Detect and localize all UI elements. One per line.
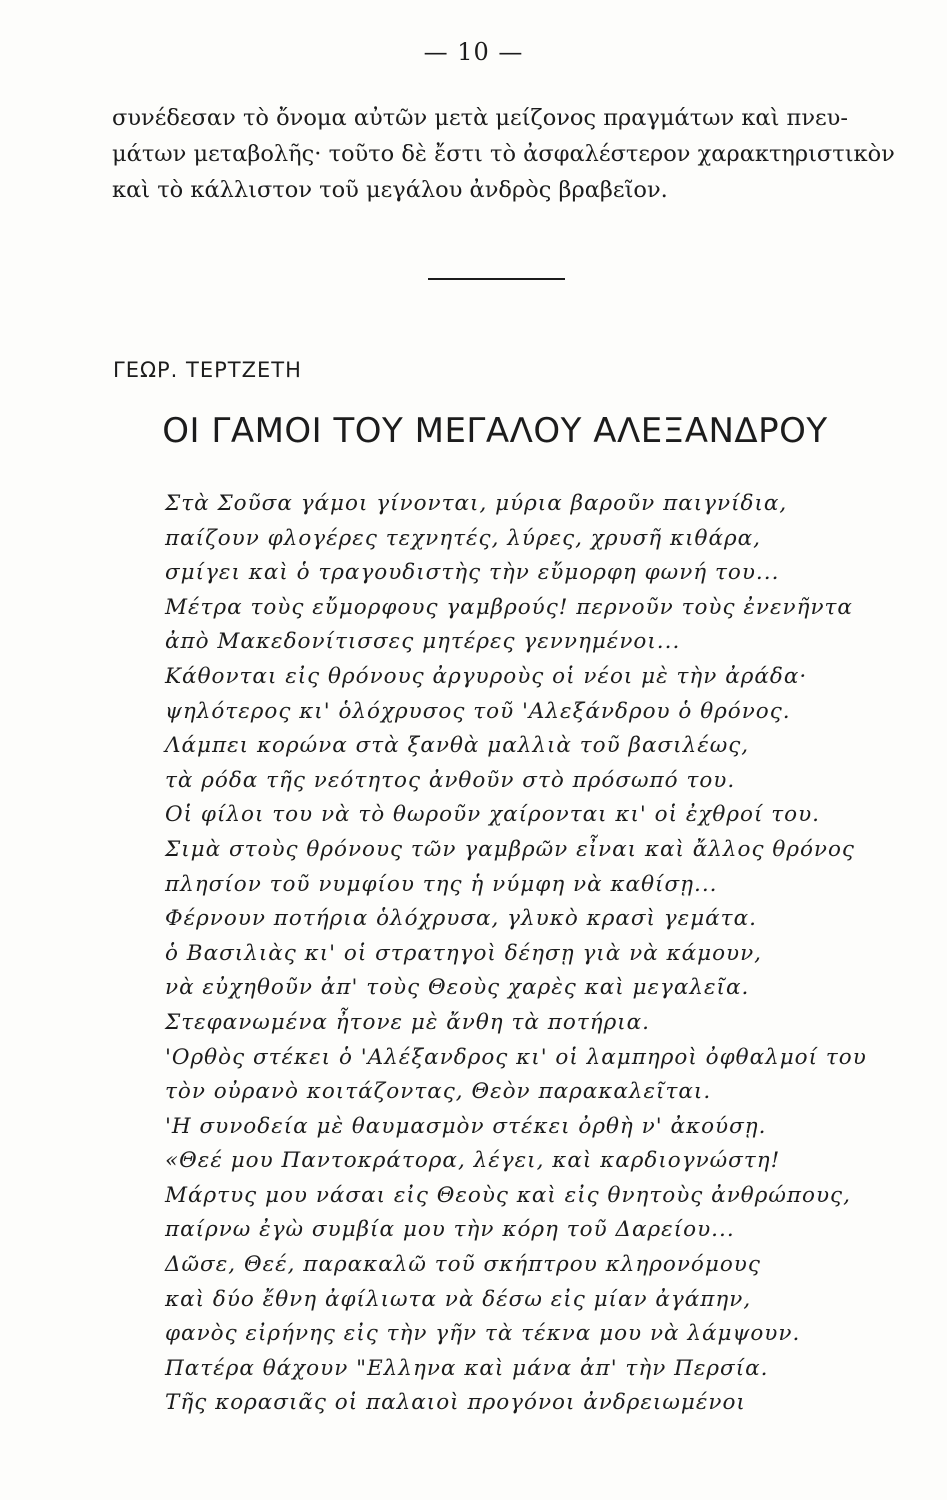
poem-line: «Θεέ μου Παντοκράτορα, λέγει, καὶ καρδιογνώστη!: [165, 1148, 781, 1174]
poem-line: Λάμπει κορώνα στὰ ξανθὰ μαλλιὰ τοῦ βασιλέως,: [165, 733, 750, 759]
section-divider: [428, 278, 565, 280]
poem-line: παίζουν φλογέρες τεχνητές, λύρες, χρυσῆ κιθάρα,: [165, 525, 761, 551]
intro-line: καὶ τὸ κάλλιστον τοῦ μεγάλου ἀνδρὸς βραβεῖον.: [112, 177, 668, 203]
intro-paragraph: [112, 100, 895, 208]
poem-line: καὶ δύο ἔθνη ἀφίλιωτα νὰ δέσω εἰς μίαν ἀγάπην,: [165, 1286, 752, 1312]
poem-line: ὁ Βασιλιὰς κι' οἱ στρατηγοὶ δέησῃ γιὰ νὰ κάμουν,: [165, 940, 763, 966]
poem-line: Τῆς κορασιᾶς οἱ παλαιοὶ προγόνοι ἀνδρειωμένοι: [165, 1390, 746, 1416]
poem-line: νὰ εὐχηθοῦν ἀπ' τοὺς Θεοὺς χαρὲς καὶ μεγαλεῖα.: [165, 975, 750, 1001]
poem-line: Οἱ φίλοι του νὰ τὸ θωροῦν χαίρονται κι' οἱ ἐχθροί του.: [165, 802, 820, 828]
poem-line: 'Η συνοδεία μὲ θαυμασμὸν στέκει ὀρθὴ ν' ἀκούσῃ.: [165, 1113, 767, 1139]
poem-line: Μάρτυς μου νάσαι εἰς Θεοὺς καὶ εἰς θνητοὺς ἀνθρώπους,: [165, 1182, 851, 1208]
poem-line: σμίγει καὶ ὁ τραγουδιστὴς τὴν εὔμορφη φωνή του...: [165, 560, 780, 586]
intro-line: μάτων μεταβολῆς· τοῦτο δὲ ἔστι τὸ ἀσφαλέστερον χαρακτηριστικὸν: [112, 141, 895, 167]
intro-line: συνέδεσαν τὸ ὄνομα αὐτῶν μετὰ μείζονος πραγμάτων καὶ πνευ-: [112, 105, 848, 131]
poem-line: Μέτρα τοὺς εὔμορφους γαμβρούς! περνοῦν τοὺς ἐνενῆντα: [165, 594, 853, 620]
poem-line: ψηλότερος κι' ὁλόχρυσος τοῦ 'Αλεξάνδρου ὁ θρόνος.: [165, 698, 791, 724]
poem-line: Δῶσε, Θεέ, παρακαλῶ τοῦ σκήπτρου κληρονόμους: [165, 1252, 761, 1278]
poem-body: [165, 487, 865, 1421]
poem-line: 'Ορθὸς στέκει ὁ 'Αλέξανδρος κι' οἱ λαμπηροὶ ὀφθαλμοί του: [165, 1044, 867, 1070]
poem-line: Φέρνουν ποτήρια ὁλόχρυσα, γλυκὸ κρασὶ γεμάτα.: [165, 906, 757, 932]
poem-line: πλησίον τοῦ νυμφίου της ἡ νύμφη νὰ καθίσῃ...: [165, 871, 718, 897]
poem-line: φανὸς εἰρήνης εἰς τὴν γῆν τὰ τέκνα μου νὰ λάμψουν.: [165, 1321, 801, 1347]
poem-line: Σιμὰ στοὺς θρόνους τῶν γαμβρῶν εἶναι καὶ ἄλλος θρόνος: [165, 836, 855, 862]
author-name: ΓΕΩΡ. ΤΕΡΤΖΕΤΗ: [113, 358, 302, 382]
poem-line: τὰ ρόδα τῆς νεότητος ἀνθοῦν στὸ πρόσωπό του.: [165, 767, 736, 793]
poem-line: τὸν οὐρανὸ κοιτάζοντας, Θεὸν παρακαλεῖται.: [165, 1079, 712, 1105]
page-number: — 10 —: [423, 38, 524, 66]
poem-line: παίρνω ἐγὼ συμβία μου τὴν κόρη τοῦ Δαρείου...: [165, 1217, 735, 1243]
poem-title: ΟΙ ΓΑΜΟΙ ΤΟΥ ΜΕΓΑΛΟΥ ΑΛΕΞΑΝΔΡΟΥ: [162, 411, 828, 451]
poem-line: ἀπὸ Μακεδονίτισσες μητέρες γεννημένοι...: [165, 629, 681, 655]
poem-line: Πατέρα θάχουν "Ελληνα καὶ μάνα ἀπ' τὴν Περσία.: [165, 1355, 769, 1381]
poem-line: Κάθονται εἰς θρόνους ἀργυροὺς οἱ νέοι μὲ τὴν ἀράδα·: [165, 663, 808, 689]
poem-line: Στὰ Σοῦσα γάμοι γίνονται, μύρια βαροῦν παιγνίδια,: [165, 491, 788, 516]
poem-line: Στεφανωμένα ἦτονε μὲ ἄνθη τὰ ποτήρια.: [165, 1009, 651, 1035]
